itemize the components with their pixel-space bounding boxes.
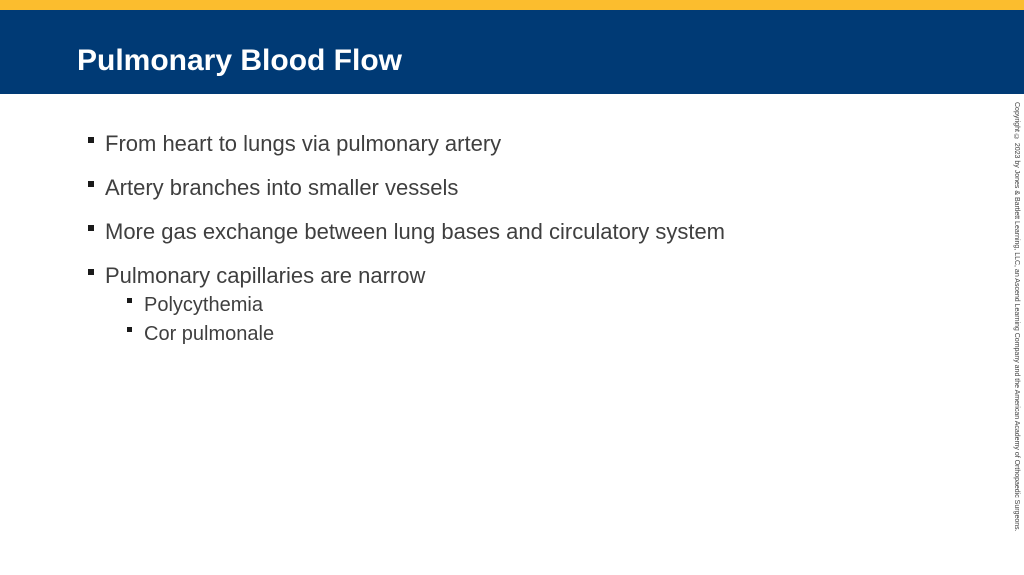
sub-bullet-item	[127, 320, 968, 349]
copyright-notice: Copyright © 2023 by Jones & Bartlett Learning, LLC, an Ascend Learning Company and the American Academy of Orthopaedic Surgeons.	[1013, 102, 1020, 532]
sub-bullet-item	[127, 291, 968, 320]
bullet-item	[88, 172, 968, 204]
sub-bullet-list	[127, 291, 968, 349]
bullet-item	[88, 128, 968, 160]
square-bullet-icon	[88, 269, 94, 275]
title-bar	[0, 10, 1024, 94]
square-bullet-icon	[127, 298, 132, 303]
sub-bullet-text: Cor pulmonale	[144, 323, 275, 345]
slide-title: Pulmonary Blood Flow	[77, 44, 403, 77]
bullet-text: Artery branches into smaller vessels	[105, 175, 459, 200]
square-bullet-icon	[88, 225, 94, 231]
bullet-list	[88, 128, 968, 361]
square-bullet-icon	[127, 327, 132, 332]
bullet-text: From heart to lungs via pulmonary artery	[105, 131, 502, 156]
square-bullet-icon	[88, 181, 94, 187]
bullet-item	[88, 260, 968, 349]
sub-bullet-text: Polycythemia	[144, 294, 263, 316]
bullet-text: More gas exchange between lung bases and circulatory system	[105, 219, 726, 244]
accent-stripe	[0, 0, 1024, 10]
bullet-text: Pulmonary capillaries are narrow	[105, 263, 426, 288]
bullet-item	[88, 216, 968, 248]
square-bullet-icon	[88, 137, 94, 143]
